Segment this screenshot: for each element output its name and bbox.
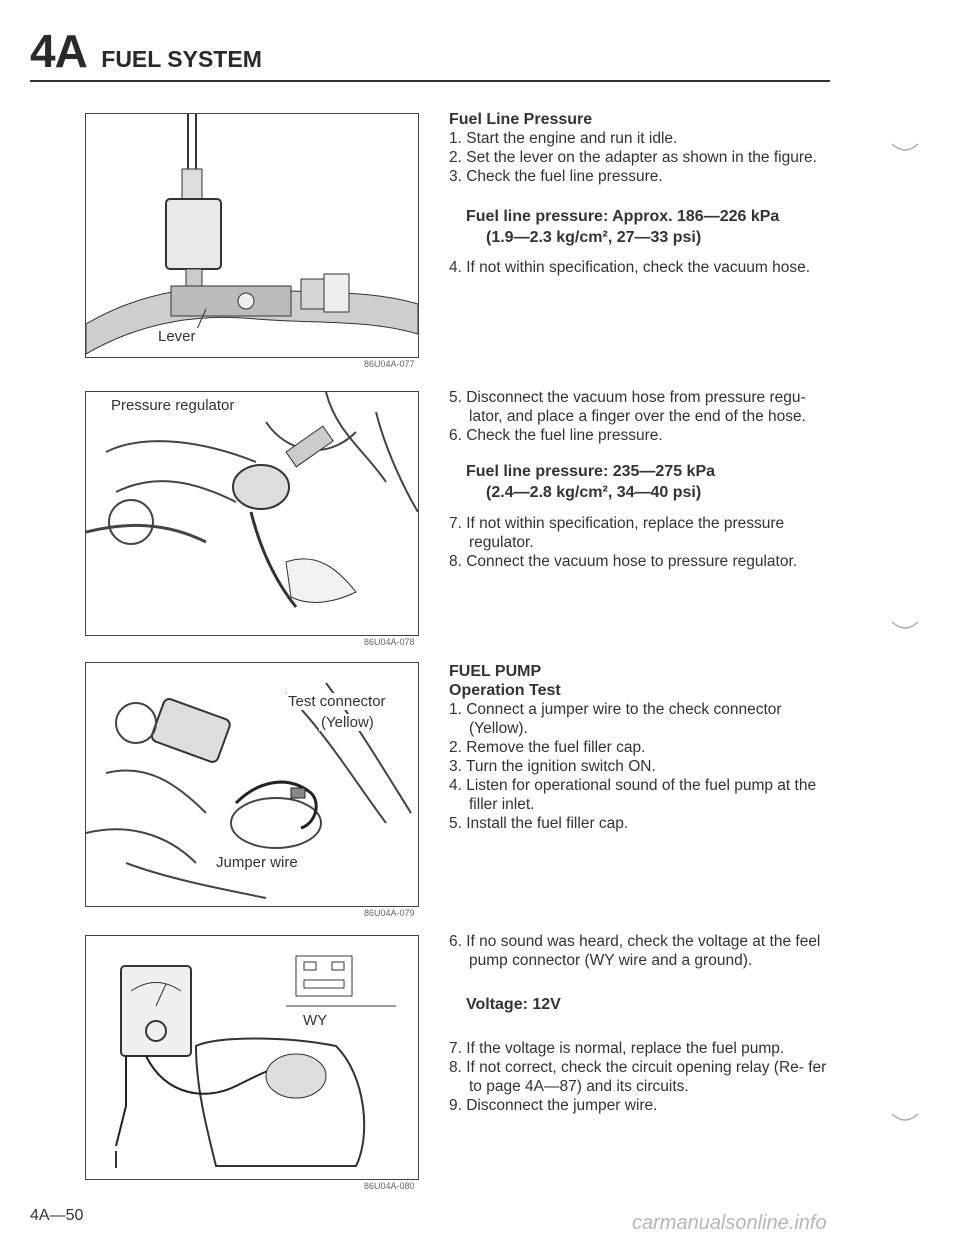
page-header [30, 24, 262, 78]
step-item: 1. Connect a jumper wire to the check connector (Yellow). [449, 701, 782, 737]
figure-pressure-regulator [85, 391, 419, 636]
voltmeter-illustration [86, 936, 418, 1179]
step-item: 5. Disconnect the vacuum hose from pressure regu- lator, and place a finger over the end of the hose. [449, 389, 806, 425]
voltage-check-steps [449, 932, 839, 970]
spec-line: (2.4—2.8 kg/cm², 34—40 psi) [486, 484, 702, 501]
step-item: 1. Start the engine and run it idle. [449, 130, 678, 147]
step-item: 4. Listen for operational sound of the fuel pump at the filler inlet. [449, 777, 817, 813]
section-heading: Fuel Line Pressure [449, 111, 593, 128]
step-item: 9. Disconnect the jumper wire. [449, 1097, 658, 1114]
step-item: 2. Remove the fuel filler cap. [449, 739, 646, 756]
spec-line: Fuel line pressure: Approx. 186—226 kPa [466, 208, 780, 225]
step-item: 3. Turn the ignition switch ON. [449, 758, 656, 775]
figure-id: 86U04A-078 [364, 637, 415, 647]
figure-voltmeter [85, 935, 419, 1180]
fuel-line-pressure-section [449, 110, 839, 186]
spec-line: Fuel line pressure: 235—275 kPa [466, 463, 716, 480]
figure-test-connector [85, 662, 419, 907]
pressure-regulator-illustration [86, 392, 418, 635]
figure-label-lever: Lever [158, 328, 196, 345]
step-item: 2. Set the lever on the adapter as shown in the figure. [449, 149, 817, 166]
step-item: 6. If no sound was heard, check the voltage at the feel pump connector (WY wire and a ground). [449, 933, 821, 969]
scan-mark [890, 618, 920, 638]
step-item: 3. Check the fuel line pressure. [449, 168, 663, 185]
figure-id: 86U04A-077 [364, 359, 415, 369]
figure-id: 86U04A-080 [364, 1181, 415, 1191]
step-block [449, 1039, 839, 1115]
step-item: 8. Connect the vacuum hose to pressure regulator. [449, 553, 798, 570]
figure-label-yellow: (Yellow) [321, 714, 374, 731]
spec-line: Voltage: 12V [466, 996, 561, 1013]
step-item: 7. If the voltage is normal, replace the fuel pump. [449, 1040, 785, 1057]
spec-block [466, 994, 836, 1015]
sub-heading: Operation Test [449, 682, 561, 699]
figure-label-jumper-wire: Jumper wire [216, 854, 298, 871]
figure-label-test-connector: Test connector [288, 693, 386, 710]
step-block [449, 258, 839, 277]
regulator-steps [449, 388, 839, 445]
spec-line: (1.9—2.3 kg/cm², 27—33 psi) [486, 229, 702, 246]
step-item: 7. If not within specification, replace the pressure regulator. [449, 515, 785, 551]
figure-id: 86U04A-079 [364, 908, 415, 918]
spec-block [466, 461, 836, 503]
scan-mark [890, 140, 920, 160]
figure-gauge-adapter [85, 113, 419, 358]
step-item: 6. Check the fuel line pressure. [449, 427, 663, 444]
step-block [449, 514, 839, 571]
section-heading: FUEL PUMP [449, 663, 542, 680]
fuel-pump-section [449, 662, 839, 833]
figure-label-wy: WY [303, 1012, 328, 1029]
watermark: carmanualsonline.info [632, 1212, 827, 1234]
figure-label-pressure-regulator: Pressure regulator [111, 397, 235, 414]
step-item: 8. If not correct, check the circuit opening relay (Re- fer to page 4A—87) and its circuits. [449, 1059, 827, 1095]
section-number: 4A [30, 25, 87, 77]
section-title: FUEL SYSTEM [101, 46, 262, 72]
scan-mark [890, 1110, 920, 1130]
step-item: 4. If not within specification, check the vacuum hose. [449, 259, 810, 276]
gauge-adapter-illustration [86, 114, 418, 357]
page-number: 4A—50 [30, 1207, 84, 1224]
header-rule [30, 80, 830, 82]
spec-block [466, 206, 836, 248]
step-item: 5. Install the fuel filler cap. [449, 815, 629, 832]
